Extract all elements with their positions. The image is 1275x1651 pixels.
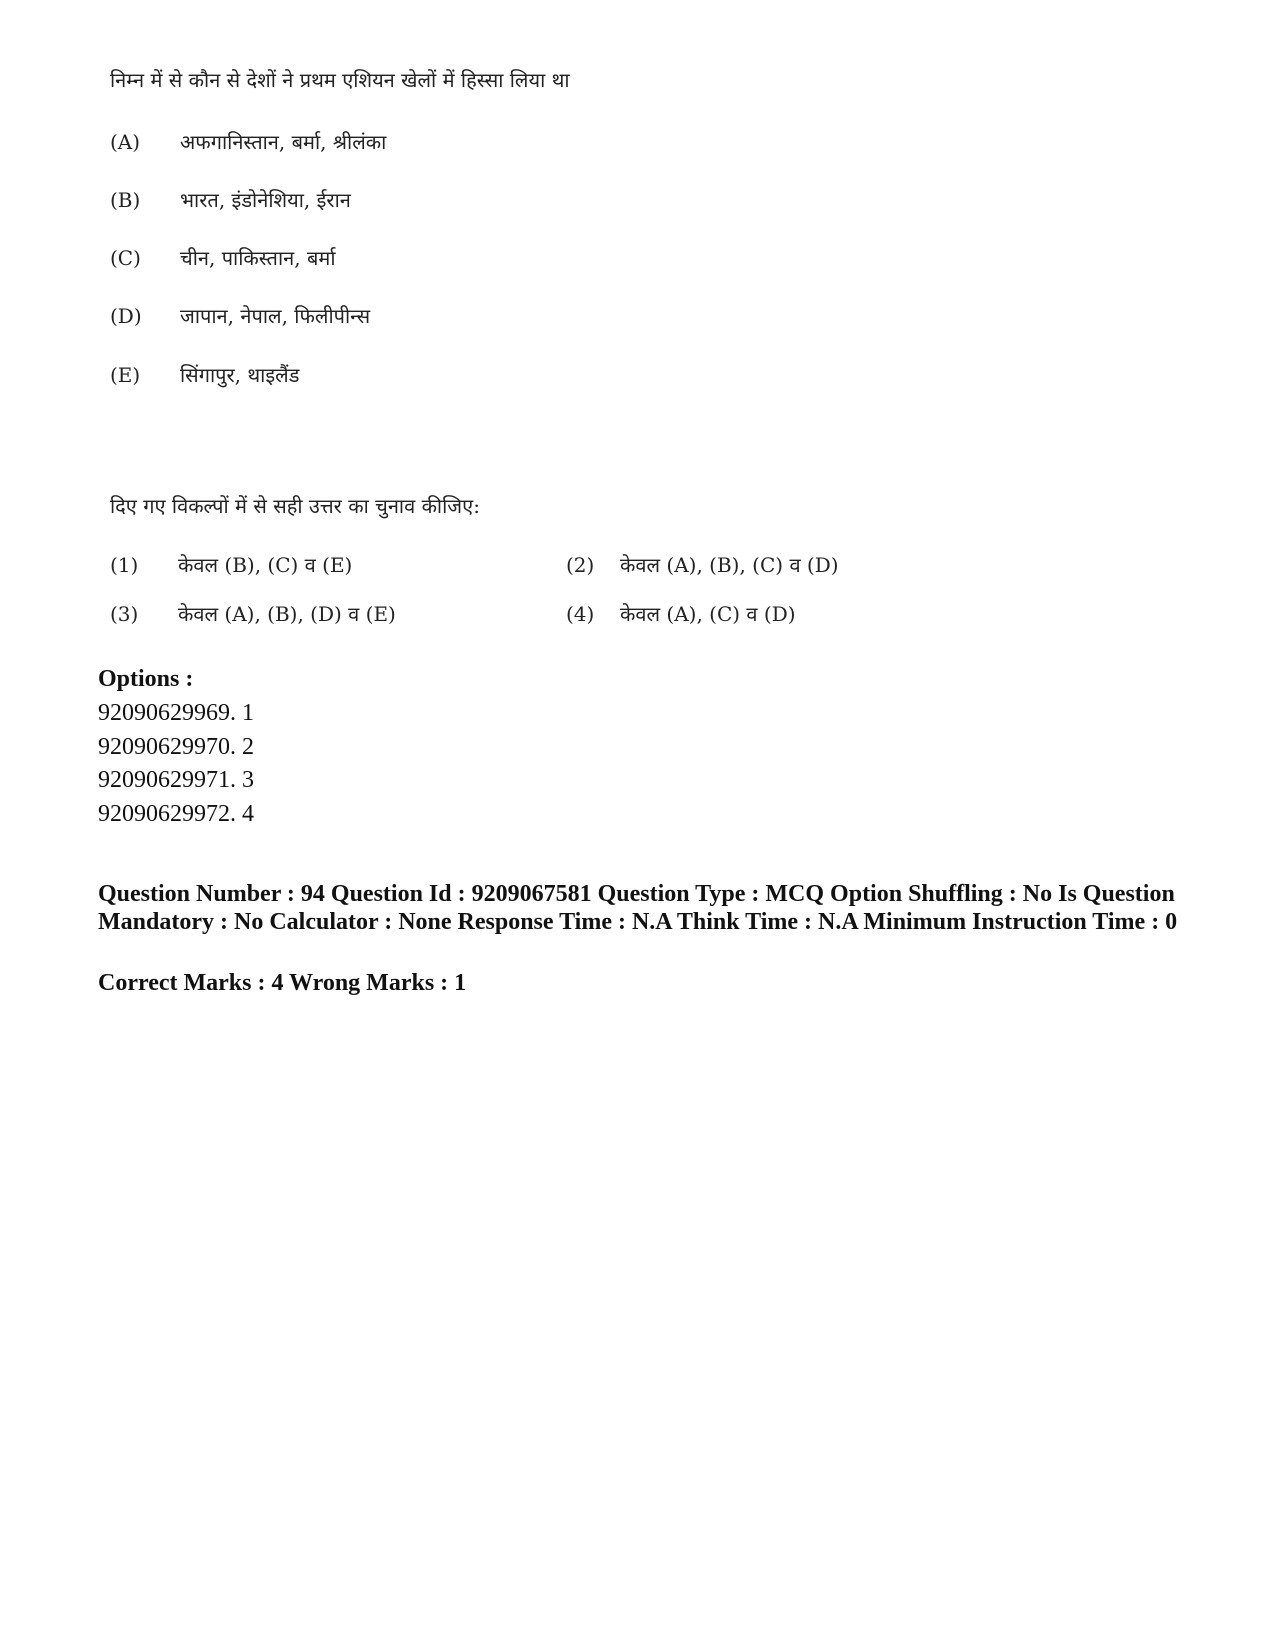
choice-key: (2) — [566, 553, 595, 577]
option-item: 92090629970. 2 — [98, 734, 254, 760]
statement-key: (C) — [110, 246, 141, 270]
answer-instruction: दिए गए विकल्पों में से सही उत्तर का चुनाव कीजिए: — [110, 494, 480, 518]
statement-text: भारत, इंडोनेशिया, ईरान — [180, 188, 351, 212]
question-stem: निम्न में से कौन से देशों ने प्रथम एशियन खेलों में हिस्सा लिया था — [110, 68, 570, 92]
option-item: 92090629971. 3 — [98, 767, 254, 793]
choice-4 — [566, 600, 796, 627]
option-item: 92090629969. 1 — [98, 700, 254, 726]
choice-key: (1) — [110, 553, 139, 577]
choice-text: केवल (A), (B), (C) व (D) — [620, 553, 839, 577]
statement-text: चीन, पाकिस्तान, बर्मा — [180, 246, 336, 270]
statement-e — [110, 361, 299, 388]
statement-b — [110, 186, 351, 213]
statement-text: जापान, नेपाल, फिलीपीन्स — [180, 304, 371, 328]
choice-text: केवल (A), (B), (D) व (E) — [178, 602, 396, 626]
statement-c — [110, 244, 336, 271]
choice-1 — [110, 551, 352, 578]
statement-a — [110, 128, 386, 155]
statement-key: (B) — [110, 188, 141, 212]
choice-2 — [566, 551, 839, 578]
choice-text: केवल (B), (C) व (E) — [178, 553, 353, 577]
statement-key: (A) — [110, 130, 141, 154]
choice-key: (4) — [566, 602, 595, 626]
option-item: 92090629972. 4 — [98, 801, 254, 827]
choice-3 — [110, 600, 396, 627]
marks-info: Correct Marks : 4 Wrong Marks : 1 — [98, 970, 467, 996]
statement-text: सिंगापुर, थाइलैंड — [180, 363, 300, 387]
statement-text: अफगानिस्तान, बर्मा, श्रीलंका — [180, 130, 387, 154]
statement-key: (D) — [110, 304, 142, 328]
statement-d — [110, 302, 370, 329]
options-heading: Options : — [98, 666, 194, 692]
statement-key: (E) — [110, 363, 141, 387]
question-meta: Question Number : 94 Question Id : 9209067581 Question Type : MCQ Option Shuffling : No Is Question Mandatory : No Calculator : None Response Time : N.A Think Time : N.A Minimum Instruction Time : 0 — [98, 881, 1178, 935]
choice-key: (3) — [110, 602, 139, 626]
choice-text: केवल (A), (C) व (D) — [620, 602, 796, 626]
